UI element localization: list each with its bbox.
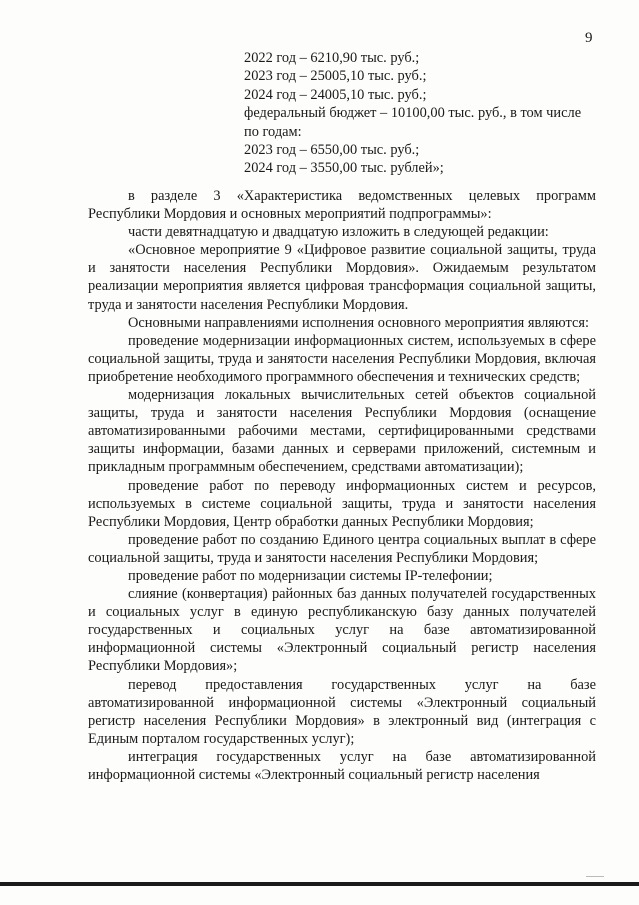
paragraph-list-item: перевод предоставления государственных услуг на базе автоматизированной информационной системы «Электронный социальный регистр населения Республики Мордовия» в электронный вид (интеграция с Единым порталом государственных услуг); xyxy=(88,676,596,747)
scan-mark xyxy=(586,876,604,877)
paragraph-list-item: интеграция государственных услуг на базе автоматизированной информационной системы «Электронный социальный регистр населения xyxy=(88,748,596,783)
funding-line: 2024 год – 3550,00 тыс. рублей»; xyxy=(244,160,444,177)
funding-line: 2023 год – 25005,10 тыс. руб.; xyxy=(244,68,427,85)
funding-line: 2023 год – 6550,00 тыс. руб.; xyxy=(244,142,420,159)
paragraph-list-item: слияние (конвертация) районных баз данных получателей государственных и социальных услуг в единую республиканскую базу данных получателей государственных и социальных услуг на базе автоматизированной информационной системы «Электронный социальный регистр населения Республики Мордовия»; xyxy=(88,586,596,675)
paragraph-list-item: проведение работ по модернизации системы IP-телефонии; xyxy=(128,567,493,584)
paragraph-section-intro: в разделе 3 «Характеристика ведомственных целевых программ Республики Мордовия и основных мероприятий подпрограммы»: xyxy=(88,188,596,223)
paragraph-instruction: части девятнадцатую и двадцатую изложить в следующей редакции: xyxy=(128,224,549,241)
funding-line: 2022 год – 6210,90 тыс. руб.; xyxy=(244,50,420,66)
funding-line: по годам: xyxy=(244,123,302,140)
paragraph-directions: Основными направлениями исполнения основного мероприятия являются: xyxy=(128,314,589,331)
paragraph-list-item: проведение работ по созданию Единого центра социальных выплат в сфере социальной защиты, труда и занятости населения Республики Мордовия; xyxy=(88,531,596,566)
paragraph-list-item: проведение работ по переводу информационных систем и ресурсов, используемых в системе социальной защиты, труда и занятости населения Республики Мордовия, Центр обработки данных Республики Мордовия; xyxy=(88,477,596,530)
document-body xyxy=(88,187,596,784)
funding-line: 2024 год – 24005,10 тыс. руб.; xyxy=(244,86,427,103)
paragraph-list-item: модернизация локальных вычислительных сетей объектов социальной защиты, труда и занятости населения Республики Мордовия (оснащение автоматизированными рабочими местами, сертифицированными средствами защиты информации, базами данных и серверами приложений, системным и прикладным программным обеспечением, средствами автоматизации); xyxy=(88,387,596,476)
paragraph-list-item: проведение модернизации информационных систем, используемых в сфере социальной защиты, труда и занятости населения Республики Мордовия, включая приобретение необходимого программного обеспечения и технических средств; xyxy=(88,332,596,385)
paragraph-main-activity: «Основное мероприятие 9 «Цифровое развитие социальной защиты, труда и занятости населения Республики Мордовия». Ожидаемым результатом реализации мероприятия является цифровая трансформация социальной защиты, труда и занятости населения Республики Мордовия. xyxy=(88,242,596,313)
funding-line: федеральный бюджет – 10100,00 тыс. руб., в том числе xyxy=(244,105,582,122)
funding-block xyxy=(244,49,604,178)
page-number: 9 xyxy=(585,30,593,46)
scan-edge-rule xyxy=(0,882,639,886)
